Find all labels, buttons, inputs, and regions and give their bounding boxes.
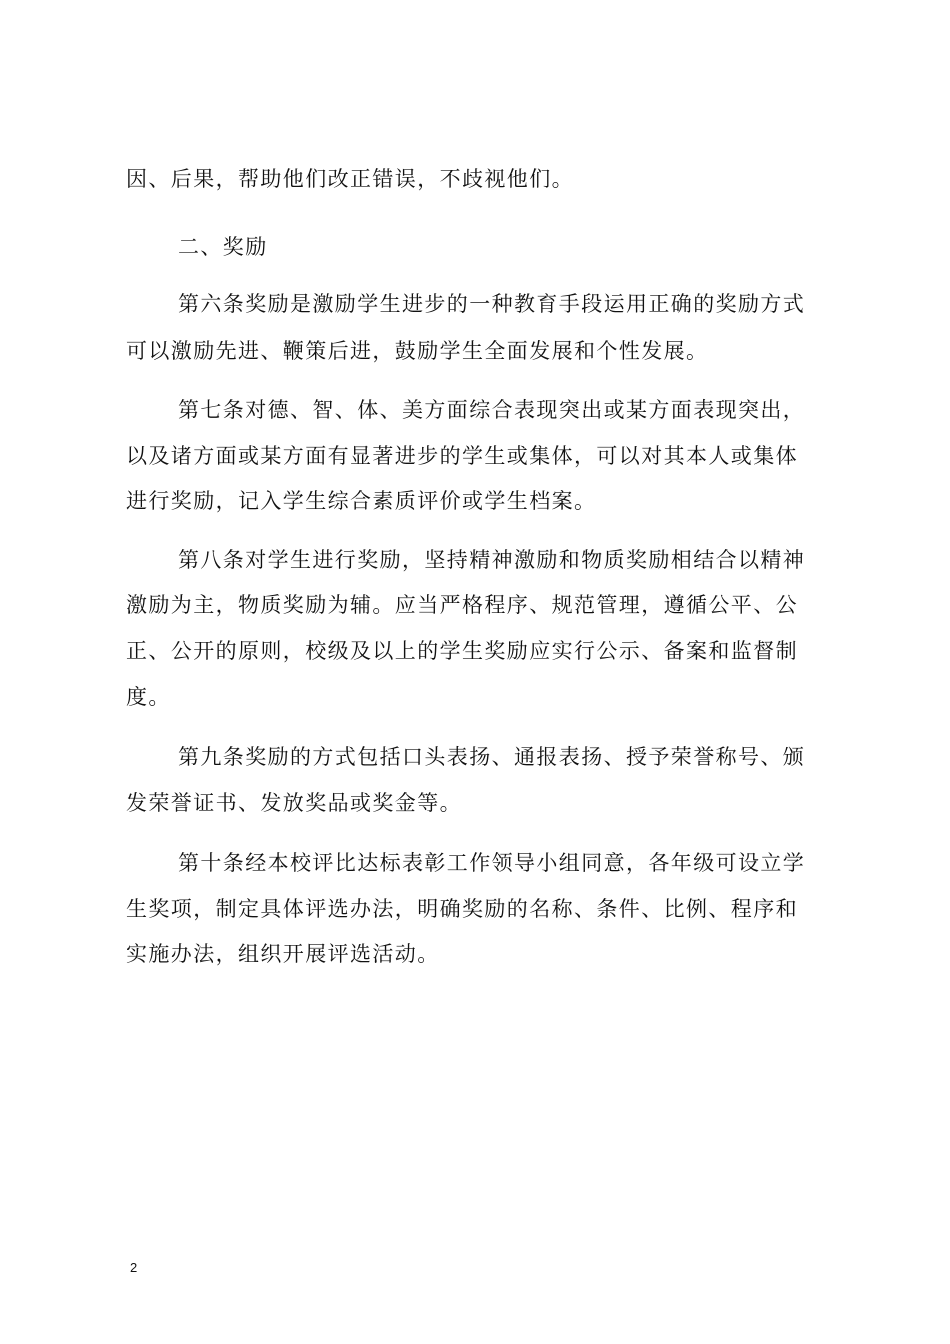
paragraph-line: 可以激励先进、鞭策后进，鼓励学生全面发展和个性发展。 — [126, 339, 709, 363]
paragraph-line: 因、后果，帮助他们改正错误，不歧视他们。 — [126, 167, 574, 191]
paragraph-line: 第九条奖励的方式包括口头表扬、通报表扬、授予荣誉称号、颁 — [178, 745, 806, 769]
paragraph-line: 第十条经本校评比达标表彰工作领导小组同意，各年级可设立学 — [178, 851, 806, 875]
paragraph-line: 发荣誉证书、发放奖品或奖金等。 — [126, 791, 462, 815]
section-heading: 二、奖励 — [178, 235, 268, 259]
paragraph-line: 度。 — [126, 685, 171, 709]
paragraph-line: 第八条对学生进行奖励，坚持精神激励和物质奖励相结合以精神 — [178, 548, 806, 572]
paragraph-line: 第六条奖励是激励学生进步的一种教育手段运用正确的奖励方式 — [178, 292, 806, 316]
paragraph-line: 进行奖励，记入学生综合素质评价或学生档案。 — [126, 489, 597, 513]
paragraph-line: 以及诸方面或某方面有显著进步的学生或集体，可以对其本人或集体 — [126, 444, 798, 468]
paragraph-line: 正、公开的原则，校级及以上的学生奖励应实行公示、备案和监督制 — [126, 639, 798, 663]
paragraph-line: 实施办法，组织开展评选活动。 — [126, 942, 440, 966]
paragraph-line: 激励为主，物质奖励为辅。应当严格程序、规范管理，遵循公平、公 — [126, 593, 798, 617]
paragraph-line: 第七条对德、智、体、美方面综合表现突出或某方面表现突出， — [178, 398, 806, 422]
paragraph-line: 生奖项，制定具体评选办法，明确奖励的名称、条件、比例、程序和 — [126, 897, 798, 921]
page-number: 2 — [130, 1260, 138, 1275]
